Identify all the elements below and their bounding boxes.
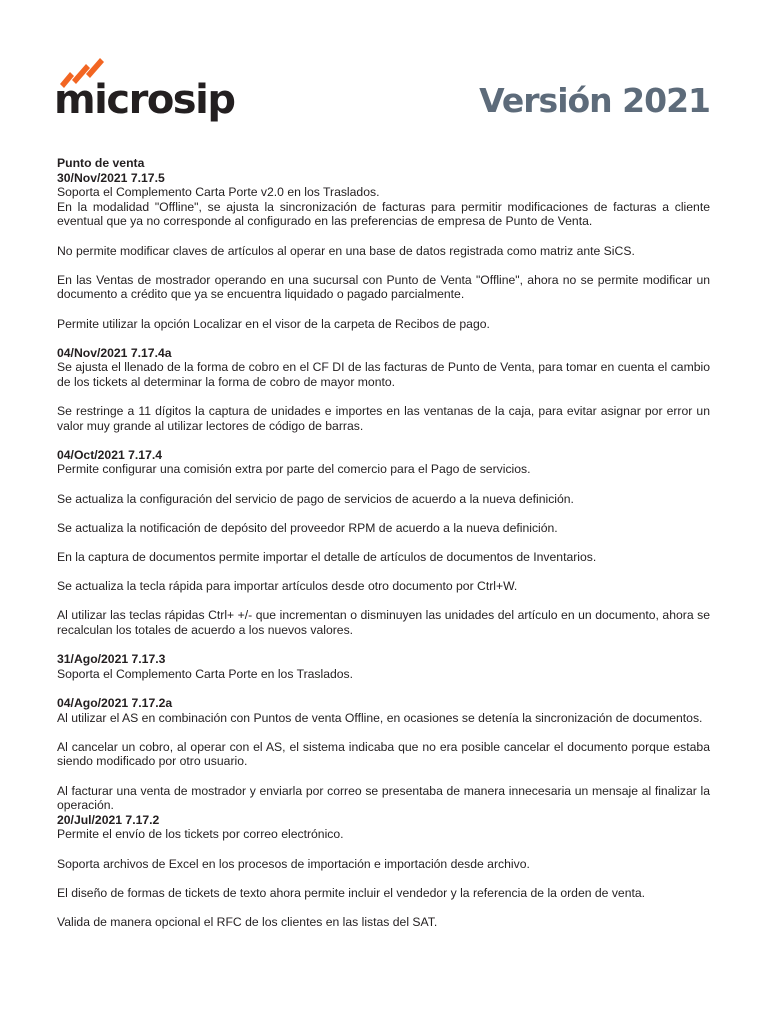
release-item: Valida de manera opcional el RFC de los clientes en las listas del SAT. — [57, 914, 438, 929]
release-item: Soporta el Complemento Carta Porte en los Traslados. — [57, 666, 354, 681]
logo-text: microsip — [54, 77, 235, 123]
release-item: Se actualiza la notificación de depósito del proveedor RPM de acuerdo a la nueva definición. — [57, 520, 558, 535]
release-item: Soporta el Complemento Carta Porte v2.0 en los Traslados. — [57, 185, 380, 200]
release-item: El diseño de formas de tickets de texto ahora permite incluir el vendedor y la referencia de la orden de venta. — [57, 885, 646, 900]
release-item: Permite el envío de los tickets por correo electrónico. — [57, 827, 344, 842]
release-heading: 04/Oct/2021 7.17.4 — [57, 447, 163, 462]
release-heading: 04/Ago/2021 7.17.2a — [57, 695, 173, 710]
release-item: Soporta archivos de Excel en los procesos de importación e importación desde archivo. — [57, 856, 530, 871]
page-header — [0, 0, 768, 150]
release-item: Permite configurar una comisión extra por parte del comercio para el Pago de servicios. — [57, 462, 531, 477]
version-title: Versión 2021 — [479, 81, 710, 120]
release-item: Se restringe a 11 dígitos la captura de unidades e importes en las ventanas de la caja, para evitar asignar por error un valor muy grande al utilizar lectores de código de barras. — [57, 404, 710, 433]
release-item: No permite modificar claves de artículos al operar en una base de datos registrada como matriz ante SiCS. — [57, 243, 635, 258]
release-item: En la modalidad "Offline", se ajusta la sincronización de facturas para permitir modificaciones de facturas a cliente eventual que ya no corresponde al configurado en las preferencias de empresa de Punto de Venta. — [57, 199, 710, 229]
release-item: Se actualiza la tecla rápida para importar artículos desde otro documento por Ctrl+W. — [57, 579, 518, 594]
release-item: Se actualiza la configuración del servicio de pago de servicios de acuerdo a la nueva definición. — [57, 491, 574, 506]
release-heading: 04/Nov/2021 7.17.4a — [57, 345, 172, 360]
release-heading: 20/Jul/2021 7.17.2 — [57, 812, 160, 827]
release-heading: 31/Ago/2021 7.17.3 — [57, 652, 166, 667]
release-item: En la captura de documentos permite importar el detalle de artículos de documentos de Inventarios. — [57, 550, 597, 565]
release-item: Se ajusta el llenado de la forma de cobro en el CF DI de las facturas de Punto de Venta, para tomar en cuenta el cambio de los tickets al determinar la forma de cobro de mayor monto. — [57, 360, 710, 389]
release-item: Al utilizar las teclas rápidas Ctrl+ +/- que incrementan o disminuyen las unidades del artículo en un documento, ahora se recalculan los totales de acuerdo a los nuevos valores. — [57, 608, 710, 637]
release-notes — [57, 156, 710, 944]
release-item: Al facturar una venta de mostrador y enviarla por correo se presentaba de manera innecesaria un mensaje al finalizar la operación. — [57, 783, 710, 813]
release-item: Permite utilizar la opción Localizar en el visor de la carpeta de Recibos de pago. — [57, 316, 490, 331]
release-heading: 30/Nov/2021 7.17.5 — [57, 170, 165, 185]
section-title: Punto de venta — [57, 156, 145, 170]
release-item: En las Ventas de mostrador operando en una sucursal con Punto de Venta "Offline", ahora no se permite modificar un documento a crédito que ya se encuentra liquidado o pagado parcialmente. — [57, 272, 710, 302]
release-item: Al utilizar el AS en combinación con Puntos de venta Offline, en ocasiones se detenía la sincronización de documentos. — [57, 710, 703, 725]
release-item: Al cancelar un cobro, al operar con el AS, el sistema indicaba que no era posible cancelar el documento porque estaba siendo modificado por otro usuario. — [57, 739, 710, 769]
